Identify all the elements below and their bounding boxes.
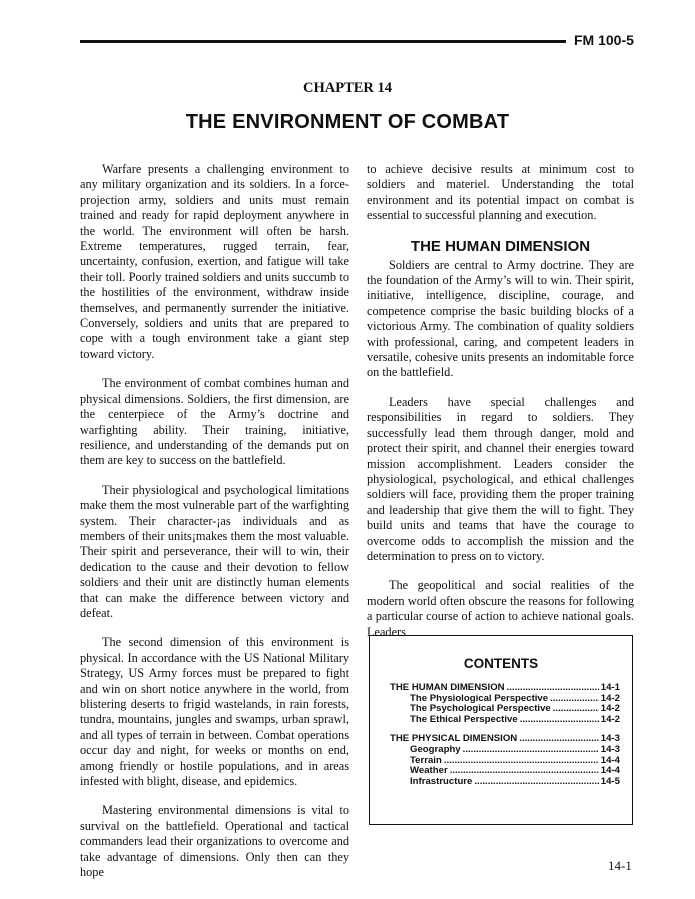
toc-entry-label: The Physiological Perspective bbox=[410, 692, 549, 704]
toc-entry[interactable] bbox=[370, 777, 632, 788]
toc-group bbox=[370, 683, 632, 725]
toc-entry[interactable] bbox=[370, 745, 632, 756]
toc-entry-label: Geography bbox=[410, 743, 461, 755]
page-number: 14-1 bbox=[608, 858, 632, 873]
toc-entry-page: 14-3 bbox=[600, 733, 620, 745]
left-column bbox=[80, 162, 349, 894]
page-title: THE ENVIRONMENT OF COMBAT bbox=[185, 111, 510, 133]
toc-entry-label: THE HUMAN DIMENSION bbox=[390, 682, 505, 693]
toc-leader-dots bbox=[520, 715, 599, 726]
toc-entry-label: THE PHYSICAL DIMENSION bbox=[390, 733, 518, 745]
toc-entry-page: 14-2 bbox=[600, 713, 620, 725]
toc-entry-page: 14-1 bbox=[600, 682, 620, 693]
contents-title: CONTENTS bbox=[463, 656, 539, 671]
toc-entry-page: 14-2 bbox=[600, 692, 620, 704]
toc-leader-dots bbox=[553, 704, 599, 715]
toc-leader-dots bbox=[519, 734, 599, 745]
toc-leader-dots bbox=[444, 756, 599, 767]
body-paragraph: Warfare presents a challenging environment to any military organization and its soldiers. In a force-projection army, soldiers and units must remain trained and ready for rapid deployment anywhere in the world. The environment will often be harsh. Extreme temperatures, rugged terrain, fear, uncertainty, confusion, exertion, and fatigue will take their toll. Poorly trained soldiers and units succumb to the hostilities of the environment, withdraw inside themselves, and permanently surrender the initiative. Conversely, soldiers and units that are prepared to cope with a tough environment take a giant step toward victory. bbox=[80, 162, 349, 361]
toc-entry-page: 14-4 bbox=[600, 754, 620, 766]
toc-entry-label: The Ethical Perspective bbox=[410, 713, 518, 725]
body-paragraph: Soldiers are central to Army doctrine. They are the foundation of the Army’s will to win. Their spirit, initiative, intelligence, discipline, courage, and competence comprise the basic building blocks of a victorious Army. The combination of quality soldiers with professional, caring, and competent leaders in versatile, cohesive units presents an indomitable force on the battlefield. bbox=[367, 257, 634, 380]
manual-id: FM 100-5 bbox=[574, 32, 634, 48]
toc-entry-page: 14-5 bbox=[600, 775, 620, 787]
body-paragraph-continued: to achieve decisive results at minimum cost to soldiers and materiel. Understanding the total environment and its potential impact on combat is essential to successful planning and execution. bbox=[367, 162, 634, 223]
toc-entry[interactable] bbox=[370, 715, 632, 726]
body-paragraph: The geopolitical and social realities of the modern world often obscure the reasons for following a particular course of action to achieve national goals. Leaders bbox=[367, 578, 634, 639]
body-paragraph: Their physiological and psychological limitations make them the most vulnerable part of the warfighting system. Their character-¡as individuals and as members of their units¡makes them the most valuable. Their spirit and perseverance, their will to win, their dedication to the cause and their devotion to fellow soldiers and their unit are distinctly human elements that can make the difference between victory and defeat. bbox=[80, 482, 349, 620]
toc-leader-dots bbox=[463, 745, 599, 756]
toc-entry[interactable] bbox=[370, 683, 632, 694]
toc-leader-dots bbox=[507, 683, 599, 694]
toc-entry-label: Terrain bbox=[410, 754, 442, 766]
toc-leader-dots bbox=[474, 777, 598, 788]
toc-group bbox=[370, 734, 632, 787]
chapter-label: CHAPTER 14 bbox=[302, 80, 393, 96]
body-paragraph: The second dimension of this environment is physical. In accordance with the US National Military Strategy, US Army forces must be prepared to fight and win on short notice anywhere in the world, from blistering deserts to frigid wastelands, in rain forests, tundra, mountains, jungles and swamps, urban sprawl, and all types of terrain in between. Combat operations occur day and night, for weeks or months on end, among friendly or hostile populations, and in areas infested with blight, disease, and epidemics. bbox=[80, 635, 349, 789]
toc-entry-page: 14-4 bbox=[600, 765, 620, 777]
header-rule bbox=[80, 40, 566, 43]
toc-entry-label: Infrastructure bbox=[410, 775, 473, 787]
right-column bbox=[367, 162, 634, 654]
body-paragraph: Leaders have special challenges and responsibilities in regard to soldiers. They successfully lead them through danger, mold and protect their spirit, and channel their energies toward mission accomplishment. Leaders consider the physiological, psychological, and ethical challenges soldiers will face, providing them the proper training and leadership that give them the will to fight. They build units and teams that have the courage to overcome odds to accomplish the mission and the determination to press on to victory. bbox=[367, 394, 634, 563]
body-paragraph: Mastering environmental dimensions is vital to survival on the battlefield. Operational and tactical commanders lead their organizations to overcome and take advantage of dimensions. Only then can they hope bbox=[80, 803, 349, 880]
toc-leader-dots bbox=[450, 766, 599, 777]
toc-entry-page: 14-3 bbox=[600, 743, 620, 755]
toc-entry-label: Weather bbox=[410, 765, 448, 777]
toc-leader-dots bbox=[550, 694, 599, 705]
contents-box bbox=[369, 635, 633, 825]
body-paragraph: The environment of combat combines human and physical dimensions. Soldiers, the first dimension, are the centerpiece of the Army’s doctrine and warfighting ability. Their training, initiative, resilience, and understanding of the demands put on them are key to success on the battlefield. bbox=[80, 376, 349, 468]
toc-entry-label: The Psychological Perspective bbox=[410, 703, 551, 715]
toc-entry-page: 14-2 bbox=[600, 703, 620, 715]
section-heading: THE HUMAN DIMENSION bbox=[410, 237, 591, 255]
